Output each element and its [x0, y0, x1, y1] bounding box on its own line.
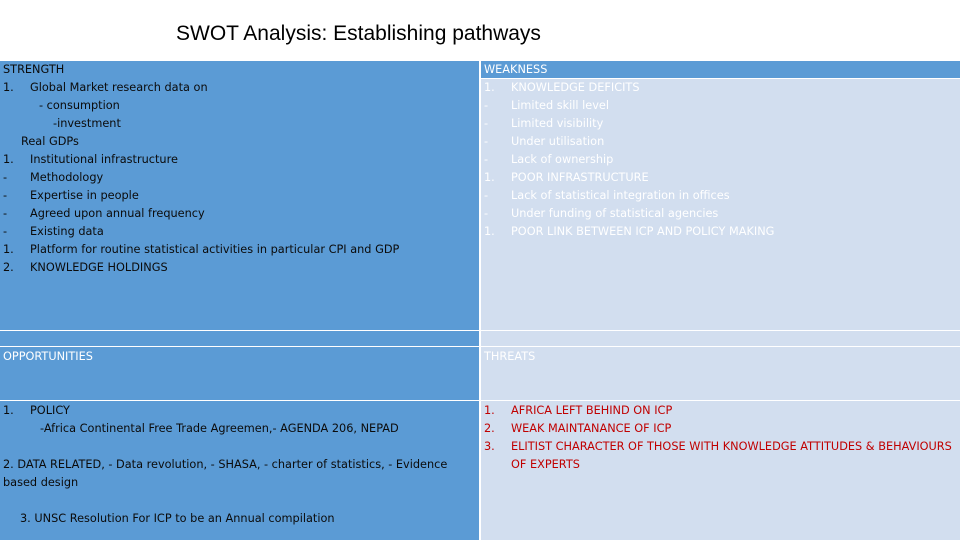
weakness-item: [484, 187, 960, 205]
opportunity-data-related-line1: 2. DATA RELATED, - Data revolution, - SHASA, - charter of statistics, - Evidence: [3, 458, 448, 471]
strength-item: [3, 259, 479, 277]
strength-item: [3, 115, 479, 133]
strength-item-text: KNOWLEDGE HOLDINGS: [30, 261, 168, 274]
weakness-item-marker: 1.: [484, 81, 495, 94]
strength-item: [3, 205, 479, 223]
threat-item-text: WEAK MAINTANANCE OF ICP: [511, 422, 672, 435]
strength-item-text: Platform for routine statistical activities in particular CPI and GDP: [30, 243, 400, 256]
strength-spacer-row: [0, 331, 479, 346]
opportunity-policy: [3, 402, 473, 420]
slide-title: SWOT Analysis: Establishing pathways: [176, 22, 541, 45]
weakness-item: [484, 115, 960, 133]
threat-item-marker: 2.: [484, 422, 495, 435]
opportunity-policy-detail: -Africa Continental Free Trade Agreemen,- AGENDA 206, NEPAD: [40, 422, 399, 435]
weakness-item-marker: -: [484, 117, 489, 130]
strength-item-text: -investment: [53, 117, 121, 130]
strength-item: [3, 241, 479, 259]
strength-item: [3, 223, 479, 241]
opportunities-heading: OPPORTUNITIES: [3, 350, 93, 363]
strength-item-text: Methodology: [30, 171, 104, 184]
weakness-item-text: KNOWLEDGE DEFICITS: [511, 81, 640, 94]
weakness-item-text: Limited skill level: [511, 99, 610, 112]
weakness-item: [484, 133, 960, 151]
strength-item-marker: -: [3, 189, 8, 202]
weakness-item-text: Lack of ownership: [511, 153, 614, 166]
weakness-item-text: POOR INFRASTRUCTURE: [511, 171, 649, 184]
weakness-spacer-row: [481, 331, 960, 346]
opportunities-cell: [0, 401, 479, 540]
strength-item-marker: 1.: [3, 243, 14, 256]
threat-item-text: OF EXPERTS: [511, 458, 580, 471]
threats-heading: THREATS: [484, 350, 536, 363]
weakness-item-marker: -: [484, 99, 489, 112]
weakness-list: [484, 79, 960, 241]
strength-item-text: - consumption: [39, 99, 120, 112]
threat-item-marker: 1.: [484, 404, 495, 417]
strength-cell: [0, 61, 479, 330]
strength-item-marker: -: [3, 171, 8, 184]
strength-item-text: Existing data: [30, 225, 104, 238]
strength-item-marker: 2.: [3, 261, 14, 274]
strength-item-marker: 1.: [3, 153, 14, 166]
weakness-item-marker: -: [484, 189, 489, 202]
weakness-item: [484, 97, 960, 115]
threat-item-marker: 3.: [484, 440, 495, 453]
weakness-item: [484, 151, 960, 169]
threat-item-text: AFRICA LEFT BEHIND ON ICP: [511, 404, 673, 417]
weakness-heading-cell: [481, 61, 960, 78]
strength-item-text: Expertise in people: [30, 189, 139, 202]
weakness-item-text: POOR LINK BETWEEN ICP AND POLICY MAKING: [511, 225, 775, 238]
strength-item: [3, 151, 479, 169]
weakness-item-marker: -: [484, 153, 489, 166]
weakness-item-marker: -: [484, 135, 489, 148]
strength-item-marker: -: [3, 207, 8, 220]
weakness-item: [484, 223, 960, 241]
weakness-item: [484, 79, 960, 97]
threat-item: [484, 438, 960, 456]
threat-item: [484, 402, 960, 420]
opportunity-data-related-line2: based design: [3, 476, 79, 489]
weakness-item-text: Lack of statistical integration in offices: [511, 189, 730, 202]
weakness-item-text: Under utilisation: [511, 135, 605, 148]
opportunity-unsc: 3. UNSC Resolution For ICP to be an Annual compilation: [20, 512, 335, 525]
weakness-item-marker: 1.: [484, 225, 495, 238]
strength-item-text: Institutional infrastructure: [30, 153, 178, 166]
strength-item: [3, 187, 479, 205]
threat-item: [484, 420, 960, 438]
threat-item: [484, 456, 960, 474]
weakness-item-marker: 1.: [484, 171, 495, 184]
opportunity-policy-label: POLICY: [30, 404, 70, 417]
strength-item-marker: 1.: [3, 81, 14, 94]
strength-item-text: Agreed upon annual frequency: [30, 207, 205, 220]
opportunities-heading-cell: [0, 347, 479, 400]
opportunity-policy-marker: 1.: [3, 404, 14, 417]
strength-item-marker: -: [3, 225, 8, 238]
strength-item: [3, 133, 479, 151]
weakness-cell: [481, 79, 960, 330]
weakness-item-marker: -: [484, 207, 489, 220]
threats-heading-cell: [481, 347, 960, 400]
strength-heading: STRENGTH: [3, 63, 65, 76]
strength-item-text: Real GDPs: [21, 135, 79, 148]
weakness-item-text: Limited visibility: [511, 117, 604, 130]
strength-item: [3, 79, 479, 97]
weakness-item: [484, 169, 960, 187]
weakness-heading: WEAKNESS: [484, 63, 548, 76]
strength-item: [3, 97, 479, 115]
strength-list: [3, 79, 479, 277]
strength-item-text: Global Market research data on: [30, 81, 208, 94]
threats-cell: [481, 401, 960, 540]
threat-item-text: ELITIST CHARACTER OF THOSE WITH KNOWLEDGE ATTITUDES & BEHAVIOURS: [511, 440, 952, 453]
weakness-item-text: Under funding of statistical agencies: [511, 207, 719, 220]
weakness-item: [484, 205, 960, 223]
threats-list: [484, 402, 960, 474]
strength-item: [3, 169, 479, 187]
